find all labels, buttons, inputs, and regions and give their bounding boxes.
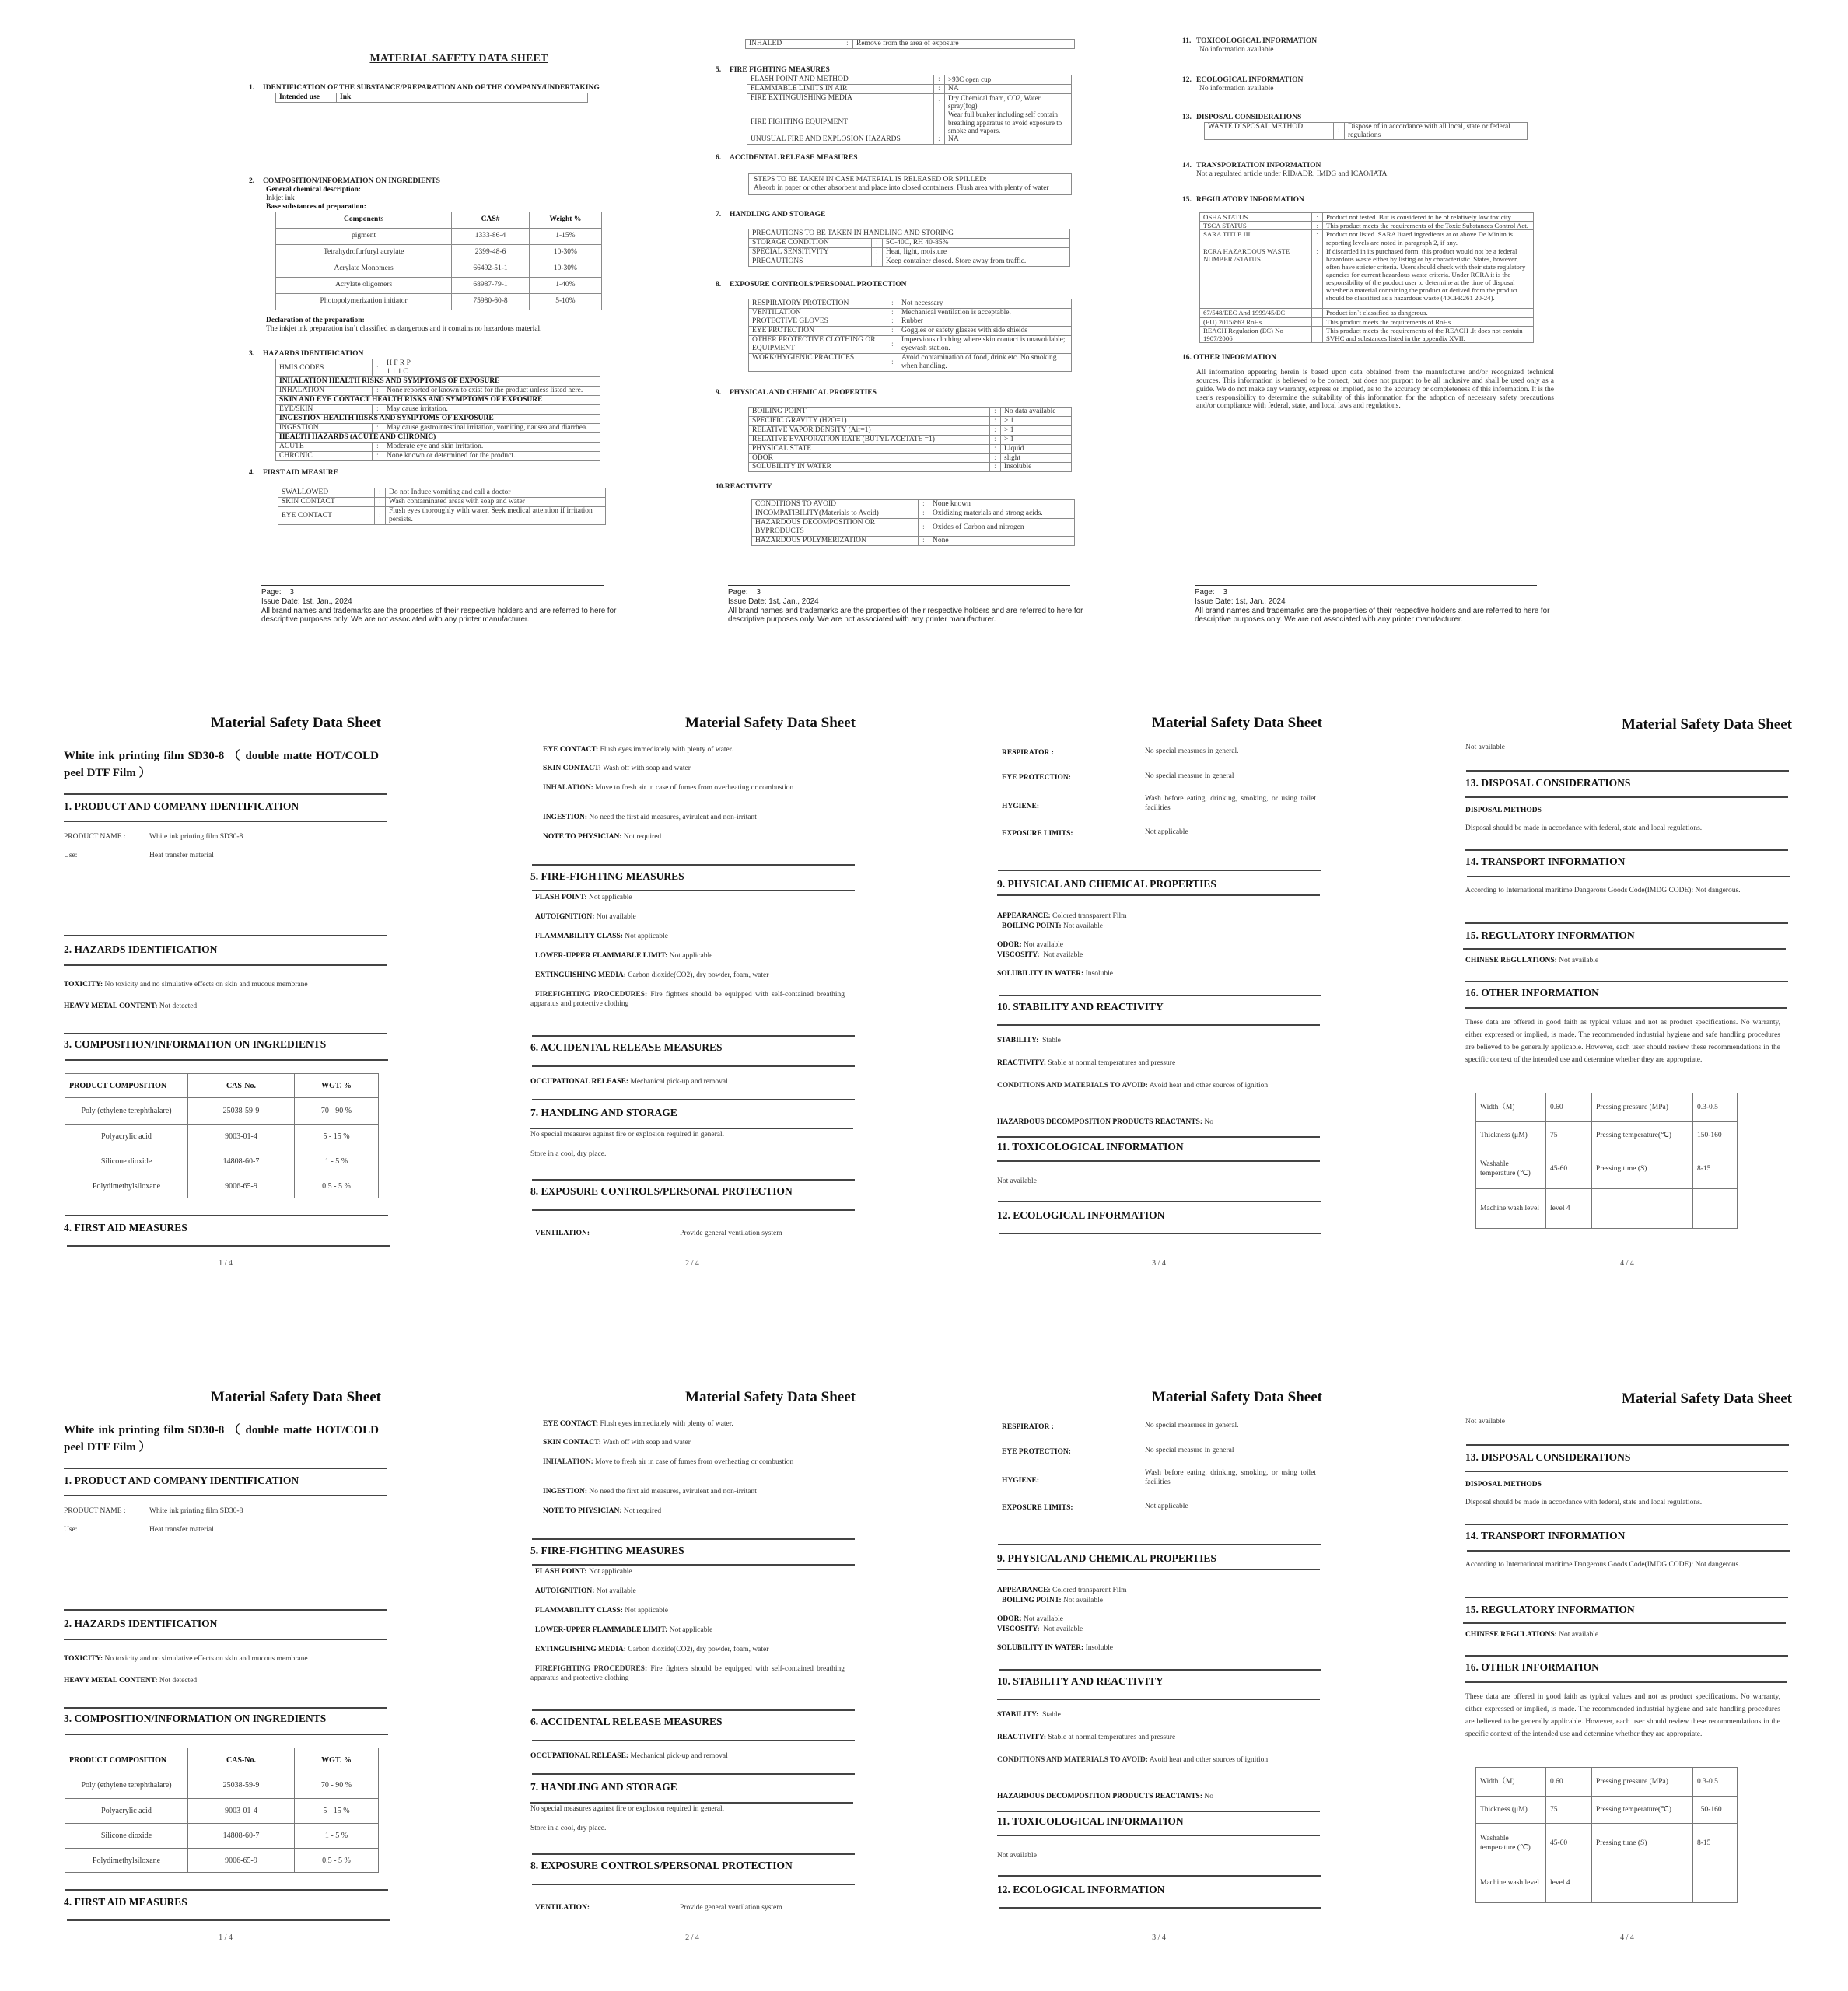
product-name-label: PRODUCT NAME : [64,1507,126,1515]
table-row: Acrylate oligomers 68987-79-1 1-40% [276,277,602,293]
declaration-value: The inkjet ink preparation isn`t classified as dangerous and it contains no hazardous material. [266,324,542,333]
exposure-controls-table: RESPIRATORY PROTECTION : Not necessary VENTILATION : Mechanical ventilation is acceptable. PROTECTIVE GLOVES : Rubber EYE PROTECTION : Goggles or safety glasses with side shields OTHER PROTECTIVE CLOTHING OR EQUIPMENT : Impervious clothing where skin contact is unavoidable; eyewash station. WORK/HYGIENIC PRACTICES : Avoid contamination of food, drink etc. No smoking when handling. [748,299,1072,372]
section-4-heading: 4. FIRST AID MEASURES [64,1896,187,1908]
general-chem-desc-label: General chemical description: [266,185,361,194]
footer: Page: 3 Issue Date: 1st, Jan., 2024 All brand names and trademarks are the properties of their respective holders and are referred to here for descriptive purposes only. We are not associated with any printer manufacturer. [728,588,1083,625]
section-3-heading: 3. COMPOSITION/INFORMATION ON INGREDIENTS [64,1038,327,1050]
table-row: Acrylate Monomers 66492-51-1 10-30% [276,261,602,277]
section-12-heading: 12. ECOLOGICAL INFORMATION [997,1884,1165,1895]
section-2-heading: 2. HAZARDS IDENTIFICATION [64,943,218,955]
section-6-heading: 6. ACCIDENTAL RELEASE MEASURES [716,154,858,163]
section-1-heading: 1. IDENTIFICATION OF THE SUBSTANCE/PREPARATION AND OF THE COMPANY/UNDERTAKING [249,84,600,93]
transportation-value: Not a regulated article under RID/ADR, IMDG and ICAO/IATA [1196,170,1388,179]
page-number: 3 / 4 [1152,1259,1166,1268]
page-number: 4 / 4 [1620,1933,1634,1942]
table-row: Poly (ethylene terephthalare) 25038-59-9 70 - 90 % [65,1098,379,1125]
ecological-value: No information available [1199,84,1274,93]
table-row: Polydimethylsiloxane 9006-65-9 0.5 - 5 % [65,1849,379,1873]
section-8-heading: 8. EXPOSURE CONTROLS/PERSONAL PROTECTION [530,1185,793,1197]
handling-storage-table: PRECAUTIONS TO BE TAKEN IN HANDLING AND STORING STORAGE CONDITION : 5C-40C, RH 40-85% SPECIAL SENSITIVITY : Heat, light, moisture PRECAUTIONS : Keep container closed. Store away from traffic. [748,229,1070,267]
table-row: pigment 1333-86-4 1-15% [276,228,602,244]
section-14-heading: 14. TRANSPORTATION INFORMATION [1182,162,1321,170]
section-10-heading: 10.REACTIVITY [716,483,772,492]
section-10-heading: 10. STABILITY AND REACTIVITY [997,1675,1164,1687]
footer-divider [728,585,1070,586]
heavy-metal-line: HEAVY METAL CONTENT: Not detected [64,1677,198,1685]
section-3-heading: 3. COMPOSITION/INFORMATION ON INGREDIENTS [64,1713,327,1724]
new-sheet-page-3-copy: Material Safety Data Sheet RESPIRATOR : No special measures in general. EYE PROTECTION: No special measure in general HYGIENE: Wash before eating, drinking, smoking, or using toilet facilities EXPOSURE LIMITS: Not applicable 9. PHYSICAL AND CHEMICAL PROPERTIES APPEARANCE: Colored transparent Film BOILING POINT: Not available ODOR: Not available VISCOSITY: Not available SOLUBILITY IN WATER: Insoluble 10. STABILITY AND REACTIVITY STABILITY: Stable REACTIVITY: Stable at normal temperatures and pressure CONDITIONS AND MATERIALS TO AVOID: Avoid heat and other sources of ignition HAZARDOUS DECOMPOSITION PRODUCTS REACTANTS: No 11. TOXICOLOGICAL INFORMATION Not available 12. ECOLOGICAL INFORMATION 3 / 4 [988,1388,1346,1964]
page-title: Material Safety Data Sheet [1152,1389,1322,1405]
table-row: Poly (ethylene terephthalare) 25038-59-9 70 - 90 % [65,1772,379,1799]
regulatory-table: OSHA STATUS : Product not tested. But is considered to be of relatively low toxicity. TSCA STATUS : This product meets the requirements of the Toxic Substances Control Act. SARA TITLE III : Product not listed. SARA listed ingredients at or above De Minim is reporting levels are noted in paragraph 2, if any. RCRA HAZARDOUS WASTE NUMBER /STATUS : If discarded in its purchased form, this product would not be a federal hazardous waste either by listing or by characteristic. States, however, often have stricter criteria. Users should check with their state regulatory agencies for current hazardous waste criteria. Under RCRA it is the responsibility of the product user to determine at the time of disposal whether a material containing the product or derived from the product should be classified as a hazardous waste (40CFR261 20-24). 67/548/EEC And 1999/45/EC Product isn`t classified as dangerous. (EU) 2015/863 RoHs This product meets the requirements of RoHs REACH Regulation (EC) No 1907/2006 This product meets the requirements of the REACH .It does not contain SVHC and substances listed in the appendix XVII. [1199,212,1534,343]
table-row: Polyacrylic acid 9003-01-4 5 - 15 % [65,1125,379,1149]
product-title: White ink printing film SD30-8 （ double matte HOT/COLD peel DTF Film ） [64,1424,379,1454]
table-row: Polyacrylic acid 9003-01-4 5 - 15 % [65,1799,379,1824]
section-14-heading: 14. TRANSPORT INFORMATION [1465,856,1626,867]
page-title: Material Safety Data Sheet [685,715,856,731]
section-3-heading: 3. HAZARDS IDENTIFICATION [249,350,364,359]
section-8-heading: 8. EXPOSURE CONTROLS/PERSONAL PROTECTION [716,280,907,289]
page-number: 4 / 4 [1620,1259,1634,1268]
page-title: Material Safety Data Sheet [211,715,381,731]
page-number: 3 / 4 [1152,1933,1166,1942]
other-information-text: These data are offered in good faith as typical values and not as product specifications. No warranty, either expressed or implied, is made. The recommended industrial hygiene and safe handling procedures are believed to be generally applicable. However, each user should review these recommendations in the specific context of the intended use and determine whether they are appropriate. [1465,1019,1780,1065]
new-sheet-page-4: Material Safety Data Sheet Not available 13. DISPOSAL CONSIDERATIONS DISPOSAL METHODS Disposal should be made in accordance with federal, state and local regulations. 14. TRANSPORT INFORMATION According to International maritime Dangerous Goods Code(IMDG CODE): Not dangerous. 15. REGULATORY INFORMATION CHINESE REGULATIONS: Not available 16. OTHER INFORMATION These data are offered in good faith as typical values and not as product specifications. No warranty, either expressed or implied, is made. The recommended industrial hygiene and safe handling procedures are believed to be generally applicable. However, each user should review these recommendations in the specific context of the intended use and determine whether they are appropriate. Width（M) 0.60 Pressing pressure (MPa) 0.3-0.5 Thickness (μM) 75 Pressing temperature(℃) 150-160 Washable temperature (℃) 45-60 Pressing time (S) 8-15 Machine wash level level 4 4 / 4 [1462,714,1820,1289]
page-title: Material Safety Data Sheet [1152,715,1322,731]
section-15-heading: 15. REGULATORY INFORMATION [1182,196,1304,205]
declaration-label: Declaration of the preparation: [266,316,365,324]
product-name-label: PRODUCT NAME : [64,833,126,841]
section-13-heading: 13. DISPOSAL CONSIDERATIONS [1465,777,1631,789]
product-name-value: White ink printing film SD30-8 [149,1507,243,1515]
table-row: Silicone dioxide 14808-60-7 1 - 5 % [65,1149,379,1174]
other-information-text: These data are offered in good faith as typical values and not as product specifications. No warranty, either expressed or implied, is made. The recommended industrial hygiene and safe handling procedures are believed to be generally applicable. However, each user should review these recommendations in the specific context of the intended use and determine whether they are appropriate. [1465,1693,1780,1739]
intended-use-table: Intended use Ink [275,93,588,103]
section-11-heading: 11. TOXICOLOGICAL INFORMATION [1182,37,1318,45]
section-9-heading: 9. PHYSICAL AND CHEMICAL PROPERTIES [997,1552,1216,1564]
section-10-heading: 10. STABILITY AND REACTIVITY [997,1001,1164,1013]
page-title: Material Safety Data Sheet [1622,1391,1792,1407]
section-16-heading: 16. OTHER INFORMATION [1182,353,1276,362]
section-4-heading: 4. FIRST AID MEASURE [249,468,338,477]
section-6-heading: 6. ACCIDENTAL RELEASE MEASURES [530,1041,723,1053]
table-row: Silicone dioxide 14808-60-7 1 - 5 % [65,1824,379,1849]
accidental-release-box: STEPS TO BE TAKEN IN CASE MATERIAL IS RELEASED OR SPILLED: Absorb in paper or other absorbent and place into closed containers. Flush area with plenty of water [748,173,1072,195]
page-number: 1 / 4 [219,1933,233,1942]
general-chem-desc-value: Inkjet ink [266,194,295,202]
section-15-heading: 15. REGULATORY INFORMATION [1465,929,1635,941]
section-9-heading: 9. PHYSICAL AND CHEMICAL PROPERTIES [716,389,877,397]
section-1-heading: 1. PRODUCT AND COMPANY IDENTIFICATION [64,1475,299,1486]
use-label: Use: [64,1526,78,1534]
waste-disposal-table: WASTE DISPOSAL METHOD : Dispose of in accordance with all local, state or federal regulations [1204,122,1528,141]
spec-table: Width（M) 0.60 Pressing pressure (MPa) 0.3-0.5 Thickness (μM) 75 Pressing temperature(℃) 150-160 Washable temperature (℃) 45-60 Pressing time (S) 8-15 Machine wash level level 4 [1475,1093,1738,1229]
new-sheet-page-1-copy [47,1388,404,1964]
footer-divider [261,585,604,586]
inhaled-table: INHALED : Remove from the area of exposure [745,39,1075,49]
new-sheet-page-4-copy: Material Safety Data Sheet Not available 13. DISPOSAL CONSIDERATIONS DISPOSAL METHODS Disposal should be made in accordance with federal, state and local regulations. 14. TRANSPORT INFORMATION According to International maritime Dangerous Goods Code(IMDG CODE): Not dangerous. 15. REGULATORY INFORMATION CHINESE REGULATIONS: Not available 16. OTHER INFORMATION These data are offered in good faith as typical values and not as product specifications. No warranty, either expressed or implied, is made. The recommended industrial hygiene and safe handling procedures are believed to be generally applicable. However, each user should review these recommendations in the specific context of the intended use and determine whether they are appropriate. Width（M) 0.60 Pressing pressure (MPa) 0.3-0.5 Thickness (μM) 75 Pressing temperature(℃) 150-160 Washable temperature (℃) 45-60 Pressing time (S) 8-15 Machine wash level level 4 4 / 4 [1462,1388,1820,1964]
section-6-heading: 6. ACCIDENTAL RELEASE MEASURES [530,1716,723,1727]
reactivity-table: CONDITIONS TO AVOID : None known INCOMPATIBILITY(Materials to Avoid) : Oxidizing materials and strong acids. HAZARDOUS DECOMPOSITION OR BYPRODUCTS : Oxides of Carbon and nitrogen HAZARDOUS POLYMERIZATION : None [751,499,1075,546]
section-15-heading: 15. REGULATORY INFORMATION [1465,1604,1635,1615]
section-12-heading: 12. ECOLOGICAL INFORMATION [1182,75,1304,84]
new-sheet-page-1 [47,714,404,1289]
section-7-heading: 7. HANDLING AND STORAGE [530,1107,677,1118]
toxicological-value: No information available [1199,45,1274,54]
physical-properties-table: BOILING POINT : No data available SPECIFIC GRAVITY (H2O=1) : > 1 RELATIVE VAPOR DENSITY (Air=1) : > 1 RELATIVE EVAPORATION RATE (BUTYL ACETATE =1) : > 1 PHYSICAL STATE : Liquid ODOR : slight SOLUBILITY IN WATER : Insoluble [748,407,1072,472]
page-title: Material Safety Data Sheet [685,1389,856,1405]
footer: Page: 3 Issue Date: 1st, Jan., 2024 All brand names and trademarks are the properties of their respective holders and are referred to here for descriptive purposes only. We are not associated with any printer manufacturer. [1195,588,1550,625]
use-label: Use: [64,852,78,859]
page-number: 2 / 4 [685,1933,699,1942]
old-sheet-page-b [716,31,1136,638]
section-12-heading: 12. ECOLOGICAL INFORMATION [997,1209,1165,1221]
fire-fighting-table: FLASH POINT AND METHOD : >93C open cup FLAMMABLE LIMITS IN AIR : NA FIRE EXTINGUISHING MEDIA : Dry Chemical foam, CO2, Water spray(fog) FIRE FIGHTING EQUIPMENT Wear full bunker including self contain breathing apparatus to avoid exposure to smoke and vapors. UNUSUAL FIRE AND EXPLOSION HAZARDS : NA [747,75,1072,145]
toxicity-line: TOXICITY: No toxicity and no simulative effects on skin and mucous membrane [64,1655,308,1663]
base-substances-label: Base substances of preparation: [266,202,366,211]
old-sheet-page-a [249,31,669,638]
section-14-heading: 14. TRANSPORT INFORMATION [1465,1530,1626,1541]
new-sheet-page-2-copy: Material Safety Data Sheet EYE CONTACT: Flush eyes immediately with plenty of water. SKIN CONTACT: Wash off with soap and water INHALATION: Move to fresh air in case of fumes from overheating or combustion INGESTION: No need the first aid measures, avirulent and non-irritant NOTE TO PHYSICIAN: Not required 5. FIRE-FIGHTING MEASURES FLASH POINT: Not applicable AUTOIGNITION: Not available FLAMMABILITY CLASS: Not applicable LOWER-UPPER FLAMMABLE LIMIT: Not applicable EXTINGUISHING MEDIA: Carbon dioxide(CO2), dry powder, foam, water FIREFIGHTING PROCEDURES: Fire fighters should be equipped with self-contained breathing apparatus and protective clothing 6. ACCIDENTAL RELEASE MEASURES OCCUPATIONAL RELEASE: Mechanical pick-up and removal 7. HANDLING AND STORAGE No special measures against fire or explosion required in general. Store in a cool, dry place. 8. EXPOSURE CONTROLS/PERSONAL PROTECTION VENTILATION: Provide general ventilation system 2 / 4 [521,1388,879,1964]
first-aid-table: SWALLOWED : Do not Induce vomiting and call a doctor SKIN CONTACT : Wash contaminated areas with soap and water EYE CONTACT : Flush eyes thoroughly with water. Seek medical attention if irritation persists. [278,488,606,525]
section-8-heading: 8. EXPOSURE CONTROLS/PERSONAL PROTECTION [530,1860,793,1871]
section-5-heading: 5. FIRE FIGHTING MEASURES [716,65,830,74]
old-sheet-page-c [1182,31,1602,638]
section-4-heading: 4. FIRST AID MEASURES [64,1222,187,1233]
footer: Page: 3 Issue Date: 1st, Jan., 2024 All brand names and trademarks are the properties of their respective holders and are referred to here for descriptive purposes only. We are not associated with any printer manufacturer. [261,588,617,625]
section-7-heading: 7. HANDLING AND STORAGE [716,211,826,219]
document-title: MATERIAL SAFETY DATA SHEET [369,53,548,65]
product-name-value: White ink printing film SD30-8 [149,833,243,841]
use-value: Heat transfer material [149,852,214,859]
section-5-heading: 5. FIRE-FIGHTING MEASURES [530,1545,684,1556]
section-11-heading: 11. TOXICOLOGICAL INFORMATION [997,1815,1184,1827]
section-13-heading: 13. DISPOSAL CONSIDERATIONS [1182,113,1302,121]
table-row: Polydimethylsiloxane 9006-65-9 0.5 - 5 % [65,1174,379,1198]
section-16-heading: 16. OTHER INFORMATION [1465,1661,1599,1673]
toxicity-line: TOXICITY: No toxicity and no simulative effects on skin and mucous membrane [64,981,308,989]
new-sheet-page-2: Material Safety Data Sheet EYE CONTACT: Flush eyes immediately with plenty of water. SKIN CONTACT: Wash off with soap and water INHALATION: Move to fresh air in case of fumes from overheating or combustion INGESTION: No need the first aid measures, avirulent and non-irritant NOTE TO PHYSICIAN: Not required 5. FIRE-FIGHTING MEASURES FLASH POINT: Not applicable AUTOIGNITION: Not available FLAMMABILITY CLASS: Not applicable LOWER-UPPER FLAMMABLE LIMIT: Not applicable EXTINGUISHING MEDIA: Carbon dioxide(CO2), dry powder, foam, water FIREFIGHTING PROCEDURES: Fire fighters should be equipped with self-contained breathing apparatus and protective clothing 6. ACCIDENTAL RELEASE MEASURES OCCUPATIONAL RELEASE: Mechanical pick-up and removal 7. HANDLING AND STORAGE No special measures against fire or explosion required in general. Store in a cool, dry place. 8. EXPOSURE CONTROLS/PERSONAL PROTECTION VENTILATION: Provide general ventilation system 2 / 4 [521,714,879,1289]
page-number: 1 / 4 [219,1259,233,1268]
section-11-heading: 11. TOXICOLOGICAL INFORMATION [997,1141,1184,1153]
section-2-heading: 2. COMPOSITION/INFORMATION ON INGREDIENTS [249,177,440,185]
footer-divider [1195,585,1537,586]
components-table: Components CAS# Weight % pigment 1333-86-4 1-15% Tetrahydrofurfuryl acrylate 2399-48-6 10-30% Acrylate Monomers 66492-51-1 10-30% Acrylate oligomers 68987-79-1 1-40% Photopolymerization initiator 75980-60-8 5-10% [275,212,602,310]
page-title: Material Safety Data Sheet [1622,716,1792,733]
composition-table: PRODUCT COMPOSITION CAS-No. WGT. % Poly (ethylene terephthalare) 25038-59-9 70 - 90 % Polyacrylic acid 9003-01-4 5 - 15 % Silicone dioxide 14808-60-7 1 - 5 % Polydimethylsiloxane 9006-65-9 0.5 - 5 % [65,1748,379,1873]
section-9-heading: 9. PHYSICAL AND CHEMICAL PROPERTIES [997,878,1216,890]
table-row: Tetrahydrofurfuryl acrylate 2399-48-6 10-30% [276,244,602,261]
section-7-heading: 7. HANDLING AND STORAGE [530,1781,677,1793]
page-title: Material Safety Data Sheet [211,1389,381,1405]
use-value: Heat transfer material [149,1526,214,1534]
section-1-heading: 1. PRODUCT AND COMPANY IDENTIFICATION [64,800,299,812]
hazards-table: HMIS CODES : H F R P 1 1 1 C INHALATION HEALTH RISKS AND SYMPTOMS OF EXPOSURE INHALATION : None reported or known to exist for the product unless listed here. SKIN AND EYE CONTACT HEALTH RISKS AND SYMPTOMS OF EXPOSURE EYE/SKIN : May cause irritation. INGESTION HEALTH RISKS AND SYMPTOMS OF EXPOSURE INGESTION : May cause gastrointestinal irritation, vomiting, nausea and diarrhea. HEALTH HAZARDS (ACUTE AND CHRONIC) ACUTE : Moderate eye and skin irritation. CHRONIC : None known or determined for the product. [275,359,600,460]
heavy-metal-line: HEAVY METAL CONTENT: Not detected [64,1002,198,1010]
spec-table: Width（M) 0.60 Pressing pressure (MPa) 0.3-0.5 Thickness (μM) 75 Pressing temperature(℃) 150-160 Washable temperature (℃) 45-60 Pressing time (S) 8-15 Machine wash level level 4 [1475,1767,1738,1903]
section-5-heading: 5. FIRE-FIGHTING MEASURES [530,870,684,882]
other-information-text: All information appearing herein is based upon data obtained from the manufacturer and/or recognized technical sources. This information is believed to be correct, but does not purport to be all inclusive and shall be used only as a guide. We do not make any warranty, express or implied, as to the accuracy or completeness of this information. It is the user's responsibility to determine the suitability of this information for the adoption of necessary safety precautions and/or compliance with federal, state, and local laws and regulations. [1196,368,1554,411]
product-title: White ink printing film SD30-8 （ double matte HOT/COLD peel DTF Film ） [64,750,379,779]
section-13-heading: 13. DISPOSAL CONSIDERATIONS [1465,1451,1631,1463]
table-row: Photopolymerization initiator 75980-60-8 5-10% [276,293,602,310]
section-16-heading: 16. OTHER INFORMATION [1465,987,1599,999]
new-sheet-page-3: Material Safety Data Sheet RESPIRATOR : No special measures in general. EYE PROTECTION: No special measure in general HYGIENE: Wash before eating, drinking, smoking, or using toilet facilities EXPOSURE LIMITS: Not applicable 9. PHYSICAL AND CHEMICAL PROPERTIES APPEARANCE: Colored transparent Film BOILING POINT: Not available ODOR: Not available VISCOSITY: Not available SOLUBILITY IN WATER: Insoluble 10. STABILITY AND REACTIVITY STABILITY: Stable REACTIVITY: Stable at normal temperatures and pressure CONDITIONS AND MATERIALS TO AVOID: Avoid heat and other sources of ignition HAZARDOUS DECOMPOSITION PRODUCTS REACTANTS: No 11. TOXICOLOGICAL INFORMATION Not available 12. ECOLOGICAL INFORMATION 3 / 4 [988,714,1346,1289]
page-number: 2 / 4 [685,1259,699,1268]
composition-table: PRODUCT COMPOSITION CAS-No. WGT. % Poly (ethylene terephthalare) 25038-59-9 70 - 90 % Polyacrylic acid 9003-01-4 5 - 15 % Silicone dioxide 14808-60-7 1 - 5 % Polydimethylsiloxane 9006-65-9 0.5 - 5 % [65,1073,379,1198]
section-2-heading: 2. HAZARDS IDENTIFICATION [64,1618,218,1629]
